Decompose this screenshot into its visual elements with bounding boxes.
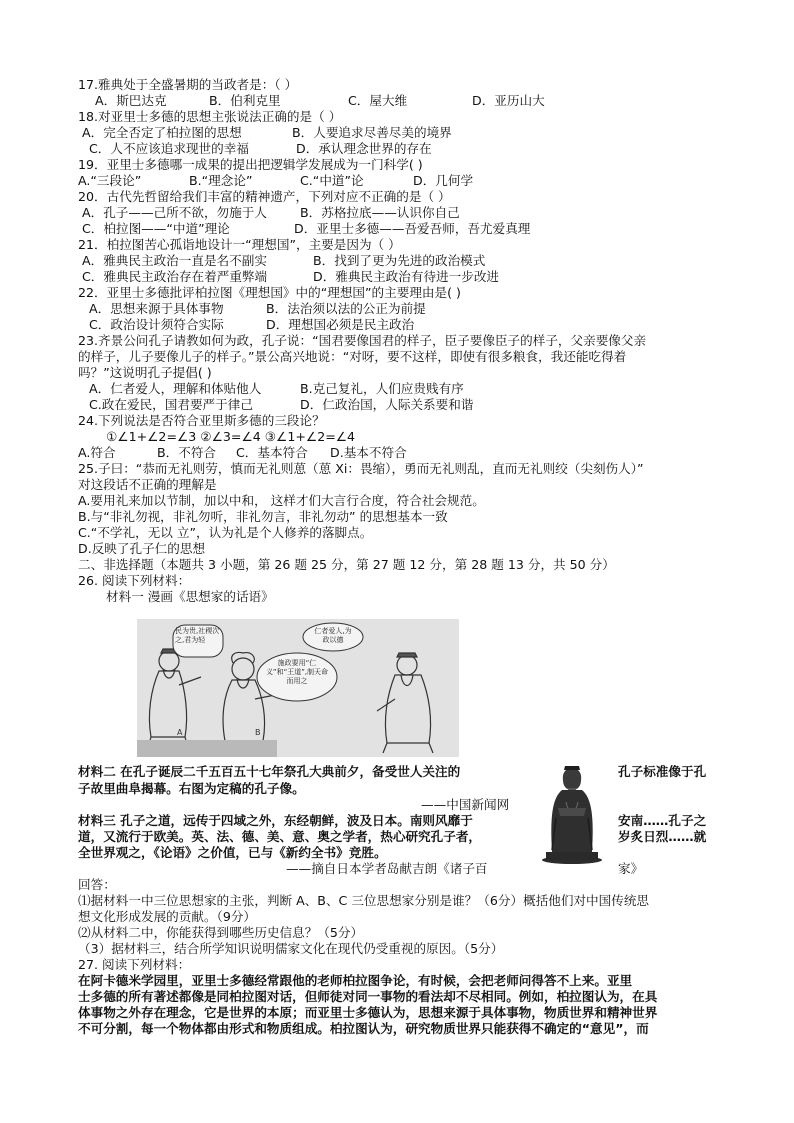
q17-stem: 17.雅典处于全盛暑期的当政者是：（ ） [78,77,298,92]
q24-option-c: C．基本符合 [236,445,308,460]
figure-b-label: B [255,728,261,737]
q26-material-2-line1: 材料二 在孔子诞辰二千五百五十七年祭孔大典前夕，备受世人关注的 [78,764,461,779]
q25-stem-line2: 对这段话不正确的理解是 [78,477,217,492]
q18-stem: 18.对亚里士多德的思想主张说法正确的是（ ） [78,109,342,124]
q22-option-b: B．法治须以法的公正为前提 [266,301,426,316]
q25-option-d: D.反映了孔子仁的思想 [78,541,206,556]
q26-sub-3: （3）据材料三，结合所学知识说明儒家文化在现代仍受重视的原因。（5分） [78,941,504,956]
q18-option-a: A．完全否定了柏拉图的思想 [82,125,242,140]
q18-option-b: B．人要追求尽善尽美的境界 [292,125,452,140]
q26-sub-2: ⑵从材料二中，你能获得到哪些历史信息？（5分） [78,925,364,940]
q19-option-c: C.“中道”论 [300,173,364,188]
q23-stem-line1: 23.齐景公问孔子请教如何为政，孔子说：“国君要像国君的样子，臣子要像臣子的样子，父亲要像父亲 [78,333,647,348]
q23-stem-line2: 的样子，儿子要像儿子的样子。”景公高兴地说：“对呀，要不这样，即使有很多粮食，我还能吃得着 [78,349,627,364]
q27-intro: 27. 阅读下列材料： [78,957,191,972]
q24-stem: 24.下列说法是否符合亚里斯多德的三段论？ [78,413,325,428]
cartoon-thinkers-image [137,619,459,757]
q26-material-3-line3: 全世界观之，《论语》之价值，已与《新约全书》竞胜。 [78,845,387,860]
q27-para-line2: 士多德的所有著述都像是同柏拉图对话，但师徒对同一事物的看法却不尽相同。例如，柏拉图认为，在具 [78,989,658,1004]
q21-option-a: A．雅典民主政治一直是名不副实 [82,253,267,268]
q26-sub-1-line2: 想文化形成发展的贡献。（9分） [78,909,257,924]
q20-stem: 20．古代先哲留给我们丰富的精神遗产，下列对应不正确的是（ ） [78,189,451,204]
q20-option-c: C．柏拉图——“中道”理论 [82,221,230,236]
q27-para-line3: 体事物之外存在理念，它是世界的本原；而亚里士多德认为，思想来源于具体事物，物质世界和精神世界 [78,1005,658,1020]
q19-option-a: A.“三段论” [78,173,142,188]
q23-option-c: C.政在爱民，国君要严于律己 [89,397,253,412]
q26-material-3-line2-right: 岁炙日烈……就 [618,829,707,844]
q26-material-2-source: ——中国新闻网 [421,797,510,812]
figure-a-label: A [177,728,183,737]
q17-option-a: A．斯巴达克 [95,93,167,108]
q26-material-2-line2: 子故里曲阜揭幕。右图为定稿的孔子像。 [78,781,305,796]
q26-material-3-source-end: 家》 [618,861,644,876]
q25-option-a: A.要用礼来加以节制，加以中和， 这样才们大言行合度，符合社会规范。 [78,493,485,508]
q23-option-a: A．仁者爱人，理解和体贴他人 [89,381,262,396]
section-2-heading: 二、非选择题（本题共 3 小题，第 26 题 25 分，第 27 题 12 分，第 28 题 13 分，共 50 分） [78,557,615,572]
bubble-a-text: 民为贵,社稷次之,君为轻 [175,627,220,644]
q27-para-line4: 不可分割，每一个物体都由形式和物质组成。柏拉图认为，研究物质世界只能获得不确定的“意见”，而 [78,1021,649,1036]
cartoon-caption-bar [137,740,277,757]
q24-option-a: A.符合 [78,445,116,460]
q26-material-3-line2: 道，又流行于欧美。英、法、德、美、意、奥之学者，热心研究孔子者， [78,829,481,844]
q26-material-3-source: ——摘自日本学者岛献吉朗《诸子百 [286,861,488,876]
q25-option-c: C.“不学礼，无以 立”，认为礼是个人修养的落脚点。 [78,525,373,540]
q26-sub-1-line1: ⑴据材料一中三位思想家的主张，判断 A、B、C 三位思想家分别是谁？（6分）概括他们对中国传统思 [78,893,650,908]
q21-option-b: B．找到了更为先进的政治模式 [313,253,486,268]
q25-stem-line1: 25.子曰：“恭而无礼则劳，慎而无礼则葸（葸 Xi：畏缩），勇而无礼则乱，直而无礼则绞（尖刻伤人）” [78,461,644,476]
q26-material-3-line1-right: 安南……孔子之 [618,813,707,828]
q22-option-a: A．思想来源于具体事物 [89,301,224,316]
q23-option-b: B.克己复礼，人们应贵贱有序 [300,381,464,396]
q26-answer-label: 回答： [78,877,116,892]
q19-stem: 19．亚里士多德哪一成果的提出把逻辑学发展成为一门科学( ) [78,157,423,172]
bubble-c-text: 仁者爱人,为政以德 [314,627,352,644]
q17-option-d: D．亚历山大 [472,93,545,108]
confucius-statue-image [532,758,612,864]
q20-option-a: A．孔子——己所不欲，勿施于人 [82,205,267,220]
q27-para-line1: 在阿卡德米学园里，亚里士多德经常跟他的老师柏拉图争论，有时候，会把老师问得答不上来。亚里 [78,973,633,988]
q22-stem: 22．亚里士多德批评柏拉图《理想国》中的“理想国”的主要理由是( ) [78,285,461,300]
bubble-b-text: 施政要用“仁义”和“王道”,制天命而用之 [265,659,329,685]
q23-stem-line3: 吗？”这说明孔子提倡( ) [78,365,212,380]
q22-option-c: C．政治设计须符合实际 [89,317,224,332]
q21-option-d: D．雅典民主政治有待进一步改进 [313,269,500,284]
q18-option-c: C．人不应该追求现世的幸福 [89,141,249,156]
q24-option-d: D.基本不符合 [330,445,407,460]
q26-material-3-line1: 材料三 孔子之道，远传于四域之外，东经朝鲜，波及日本。南则风靡于 [78,813,473,828]
q23-option-d: D．仁政治国，人际关系要和谐 [300,397,474,412]
q25-option-b: B.与“非礼勿视，非礼勿听，非礼勿言，非礼勿动” 的思想基本一致 [78,509,448,524]
q21-stem: 21．柏拉图苦心孤诣地设计一“理想国”，主要是因为（ ） [78,237,401,252]
q24-option-b: B．不符合 [157,445,217,460]
q17-option-b: B．伯利克里 [209,93,281,108]
q26-intro: 26. 阅读下列材料： [78,573,191,588]
q24-items: ①∠1+∠2=∠3 ②∠3=∠4 ③∠1+∠2=∠4 [106,429,356,444]
q19-option-b: B.“理念论” [189,173,253,188]
q26-material-2-line1-right: 孔子标准像于孔 [618,764,707,779]
q26-material-1-title: 材料一 漫画《思想家的话语》 [106,589,274,604]
q19-option-d: D．几何学 [413,173,474,188]
q20-option-b: B．苏格拉底——认识你自己 [300,205,460,220]
q18-option-d: D．承认理念世界的存在 [296,141,432,156]
q17-option-c: C．屋大维 [348,93,408,108]
q20-option-d: D．亚里士多德——吾爱吾师，吾尤爱真理 [294,221,531,236]
q21-option-c: C．雅典民主政治存在着严重弊端 [82,269,268,284]
q22-option-d: D．理想国必须是民主政治 [266,317,415,332]
